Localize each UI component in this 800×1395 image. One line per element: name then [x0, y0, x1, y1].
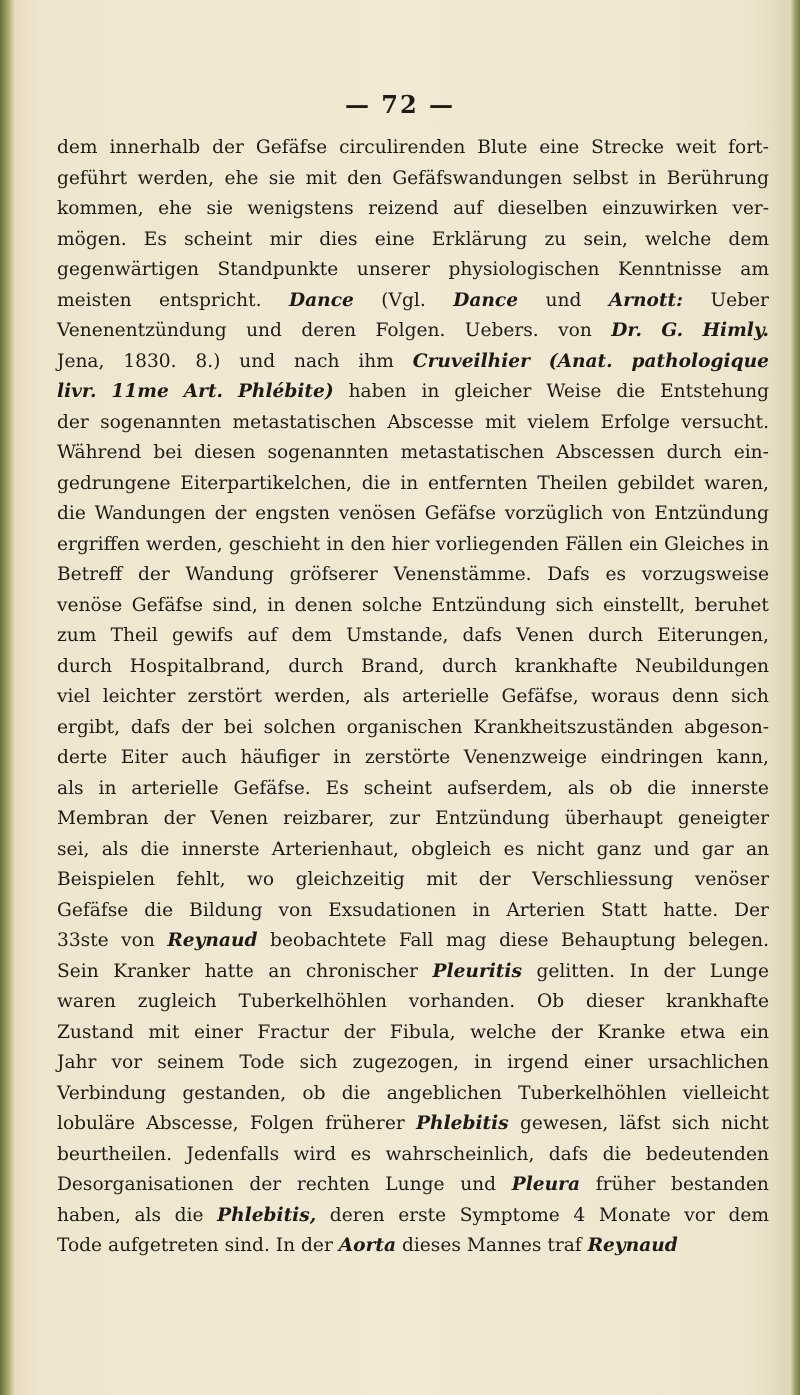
text-line: mögen. Es scheint mir dies eine Erklärung zu sein, welche dem: [57, 228, 769, 250]
text-line: dem innerhalb der Gefäfse circulirenden Blute eine Strecke weit fort-: [57, 137, 769, 158]
paragraph: [57, 133, 769, 1262]
text-line: Tode aufgetreten sind. In der Aorta dieses Mannes traf Reynaud: [57, 1235, 678, 1256]
text-line: kommen, ehe sie wenigstens reizend auf dieselben einzuwirken ver-: [57, 198, 769, 219]
text-line: derte Eiter auch häufiger in zerstörte Venenzweige eindringen kann,: [57, 747, 769, 768]
text-line: Venenentzündung und deren Folgen. Uebers. von Dr. G. Himly.: [57, 320, 769, 341]
text-line: ergriffen werden, geschieht in den hier vorliegenden Fällen ein Gleiches in: [57, 533, 769, 555]
text-line: als in arterielle Gefäfse. Es scheint aufserdem, als ob die innerste: [57, 777, 769, 799]
text-line: beurtheilen. Jedenfalls wird es wahrscheinlich, dafs die bedeutenden: [57, 1143, 769, 1165]
text-line: Desorganisationen der rechten Lunge und Pleura früher bestanden: [57, 1174, 769, 1195]
text-line: Während bei diesen sogenannten metastatischen Abscessen durch ein-: [57, 442, 769, 463]
text-line: sei, als die innerste Arterienhaut, obgleich es nicht ganz und gar an: [57, 838, 769, 860]
body-text: [57, 133, 769, 1262]
text-line: viel leichter zerstört werden, als arterielle Gefäfse, woraus denn sich: [57, 686, 769, 707]
text-line: livr. 11me Art. Phlébite) haben in gleicher Weise die Entstehung: [57, 381, 769, 402]
text-line: Verbindung gestanden, ob die angeblichen Tuberkelhöhlen vielleicht: [57, 1082, 769, 1104]
left-page-edge: [0, 0, 14, 1395]
text-line: waren zugleich Tuberkelhöhlen vorhanden. Ob dieser krankhafte: [57, 991, 769, 1012]
page-number: — 72 —: [344, 90, 456, 119]
text-line: durch Hospitalbrand, durch Brand, durch krankhafte Neubildungen: [57, 655, 769, 677]
text-line: Membran der Venen reizbarer, zur Entzündung überhaupt geneigter: [57, 808, 770, 829]
right-page-edge: [790, 0, 800, 1395]
text-line: meisten entspricht. Dance (Vgl. Dance und Arnott: Ueber: [57, 289, 769, 311]
text-line: gegenwärtigen Standpunkte unserer physiologischen Kenntnisse am: [57, 259, 769, 280]
text-line: Zustand mit einer Fractur der Fibula, welche der Kranke etwa ein: [57, 1021, 769, 1043]
text-line: Jena, 1830. 8.) und nach ihm Cruveilhier (Anat. pathologique: [57, 350, 769, 372]
text-line: venöse Gefäfse sind, in denen solche Entzündung sich einstellt, beruhet: [57, 594, 769, 616]
text-line: Gefäfse die Bildung von Exsudationen in Arterien Statt hatte. Der: [57, 899, 769, 921]
text-line: Sein Kranker hatte an chronischer Pleuritis gelitten. In der Lunge: [57, 960, 769, 982]
text-line: der sogenannten metastatischen Abscesse mit vielem Erfolge versucht.: [57, 411, 769, 433]
text-line: Betreff der Wandung gröfserer Venenstämme. Dafs es vorzugsweise: [57, 564, 769, 585]
text-line: zum Theil gewifs auf dem Umstande, dafs Venen durch Eiterungen,: [57, 625, 769, 646]
text-line: 33ste von Reynaud beobachtete Fall mag diese Behauptung belegen.: [57, 930, 769, 951]
text-line: ergibt, dafs der bei solchen organischen Krankheitszuständen abgeson-: [57, 716, 769, 738]
text-line: geführt werden, ehe sie mit den Gefäfswandungen selbst in Berührung: [57, 167, 769, 189]
text-line: Jahr vor seinem Tode sich zugezogen, in irgend einer ursachlichen: [57, 1052, 769, 1073]
text-line: haben, als die Phlebitis, deren erste Symptome 4 Monate vor dem: [57, 1204, 769, 1226]
text-line: die Wandungen der engsten venösen Gefäfse vorzüglich von Entzündung: [57, 503, 769, 524]
text-line: gedrungene Eiterpartikelchen, die in entfernten Theilen gebildet waren,: [57, 472, 769, 494]
text-line: Beispielen fehlt, wo gleichzeitig mit der Verschliessung venöser: [57, 869, 769, 890]
text-line: lobuläre Abscesse, Folgen früherer Phlebitis gewesen, läfst sich nicht: [57, 1113, 769, 1134]
